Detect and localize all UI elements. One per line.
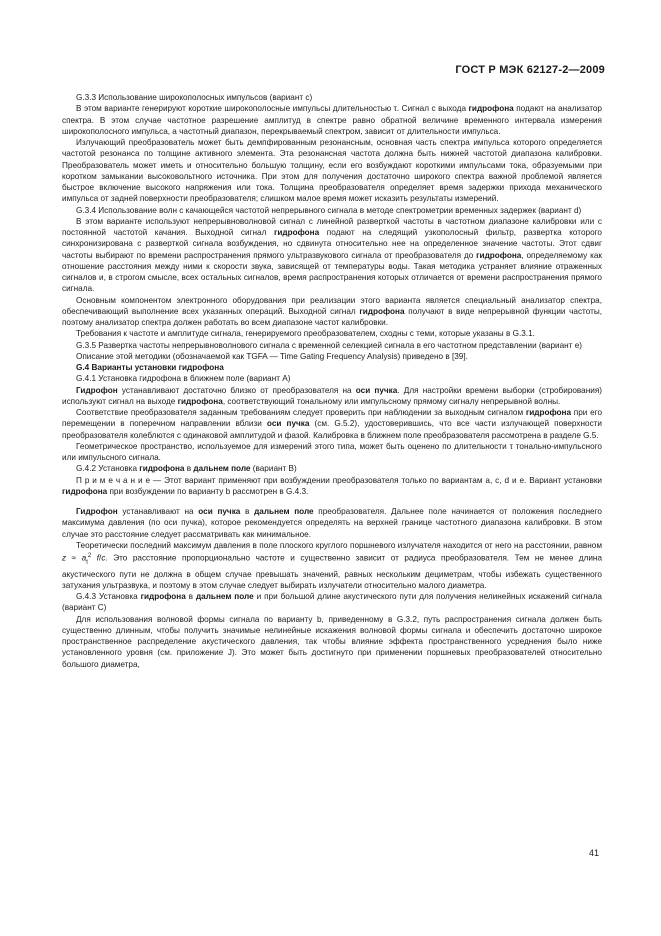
body-paragraph: Требования к частоте и амплитуде сигнала, генерируемого преобразователем, сходны с теми, которые указаны в G.3.1. xyxy=(76,329,535,339)
body-paragraph: Гидрофон устанавливают достаточно близко от преобразователя на оси пучка. Для настройки времени выборки (стробирования) используют сигнал на выходе гидрофона, соответствующий тональному или импульсному прямому сигналу непрерывной волны. xyxy=(62,385,602,406)
section-heading: G.4.1 Установка гидрофона в ближнем поле (вариант А) xyxy=(76,374,291,384)
body-paragraph: Соответствие преобразователя заданным требованиям следует проверить при наблюдении за выходным сигналом гидрофона при его перемещении в поперечном направлении вблизи оси пучка (см. G.5.2), удостоверившись, что все части излучающей поверхности преобразователя колеблются с одинаковой амплитудой и фазой. Калибровка в ближнем поле преобразователя рассмотрена в разделе G.5. xyxy=(62,408,602,440)
section-heading: G.3.3 Использование широкополосных импульсов (вариант с) xyxy=(76,93,313,102)
section-heading: G.3.4 Использование волн с качающейся частотой непрерывного сигнала в методе спектрометрии временных задержек (вариант d) xyxy=(76,205,582,215)
document-body xyxy=(62,92,602,670)
body-paragraph: Геометрическое пространство, используемое для измерений этого типа, может быть оценено по длительности τ тонально-импульсного или импульсного сигнала. xyxy=(62,441,602,462)
body-paragraph: Гидрофон устанавливают на оси пучка в дальнем поле преобразователя. Дальнее поле начинается от положения последнего максимума давления (по оси пучка), которое рекомендуется определять на верхней границе частотного диапазона калибровки. В этом случае это расстояние следует рассматривать как минимальное. xyxy=(62,507,602,539)
body-paragraph: Излучающий преобразователь может быть демпфированным резонансным, основная часть спектра импульса которого определяется частотой резонанса по толщине активного элемента. Эта резонансная частота должна быть нижней частотой диапазона калибровки. Преобразователь может иметь и относительно большую толщину, если его возбуждают короткими импульсами тока, образуемыми при коротком замыкании высоковольтного источника. При этом для получения достаточно широкого спектра важной проблемой является быстрое включение высокого напряжения или тока. Толщина преобразователя определяет время задержки прихода механического импульса от задней поверхности преобразователя; слишком малое время может исказить результаты измерений. xyxy=(62,138,602,204)
body-paragraph: Описание этой методики (обозначаемой как TGFA — Time Gating Frequency Analysis) приведено в [39]. xyxy=(76,351,468,361)
page-number: 41 xyxy=(588,848,599,858)
section-heading: G.4 Варианты установки гидрофона xyxy=(76,363,224,372)
section-heading: G.4.2 Установка гидрофона в дальнем поле (вариант В) xyxy=(76,464,297,474)
section-heading: G.3.5 Развертка частоты непрерывноволнового сигнала с временной селекцией сигнала в его частотном представлении (вариант е) xyxy=(76,340,582,350)
section-heading: G.4.3 Установка гидрофона в дальнем поле и при большой длине акустического пути для получения нелинейных искажений сигнала (вариант С) xyxy=(62,592,602,613)
body-paragraph: Для использования волновой формы сигнала по варианту b, приведенному в G.3.2, путь распространения сигнала должен быть существенно длинным, чтобы получить значимые нелинейные искажения волновой формы сигнала и обеспечить достаточно широкое пространственное распределение акустического давления, так чтобы влияние эффекта пространственного усреднения было ниже установленного уровня (см. приложение J). Это может быть достигнуто при применении поршневых преобразователей относительно большого диаметра, xyxy=(62,614,602,669)
body-paragraph: Теоретически последний максимум давления в поле плоского круглого поршневого излучателя находится от него на расстоянии, равном $z \approx a_t^2$ f/c. Это расстояние пропорционально частоте и существенно зависит от радиуса преобразователя. Тем не менее длина акустического пути не должна в общем случае превышать значений, равных нескольким дециметрам, чтобы избежать существенного затухания ультразвука, и поэтому в этом случае следует выбирать излучатели относительно малого диаметра. xyxy=(62,540,602,590)
body-paragraph: Основным компонентом электронного оборудования при реализации этого варианта является специальный анализатор спектра, обеспечивающий выполнение всех указанных операций. Выходной сигнал гидрофона получают в виде непрерывной функции частоты, поэтому анализатор спектра должен работать во всем диапазоне частот калибровки. xyxy=(62,295,602,327)
body-paragraph: В этом варианте используют непрерывноволновой сигнал с линейной разверткой частоты в частотном диапазоне калибровки или с постоянной частотой качания. Выходной сигнал гидрофона подают на следящий узкополосный фильтр, развертка которого синхронизирована с разверткой сигнала возбуждения, но сдвинута относительно нее на определенное значение частоты. Этот сдвиг частоты выбирают по времени распространения прямого ультразвукового сигнала от преобразователя до гидрофона, определяемому как отношение расстояния между ними к скорости звука, зависящей от температуры воды. Такая методика устраняет влияние отраженных сигналов и, в строгом смысле, всех остальных сигналов, время распространения которых отличается от времени распространения прямого сигнала. xyxy=(62,216,602,294)
body-paragraph: В этом варианте генерируют короткие широкополосные импульсы длительностью τ. Сигнал с выхода гидрофона подают на анализатор спектра. В этом случае частотное разрешение амплитуд в спектре равно обратной величине временного интервала измерения широкополосного импульса, а частотный диапазон, перекрываемый спектром, зависит от длительности импульса. xyxy=(62,104,602,136)
standard-header: ГОСТ Р МЭК 62127-2—2009 xyxy=(455,64,605,76)
note-paragraph: П р и м е ч а н и е — Этот вариант применяют при возбуждении преобразователя только по вариантам а, с, d и е. Вариант установки гидрофона при возбуждении по варианту b рассмотрен в G.4.3. xyxy=(62,475,602,496)
